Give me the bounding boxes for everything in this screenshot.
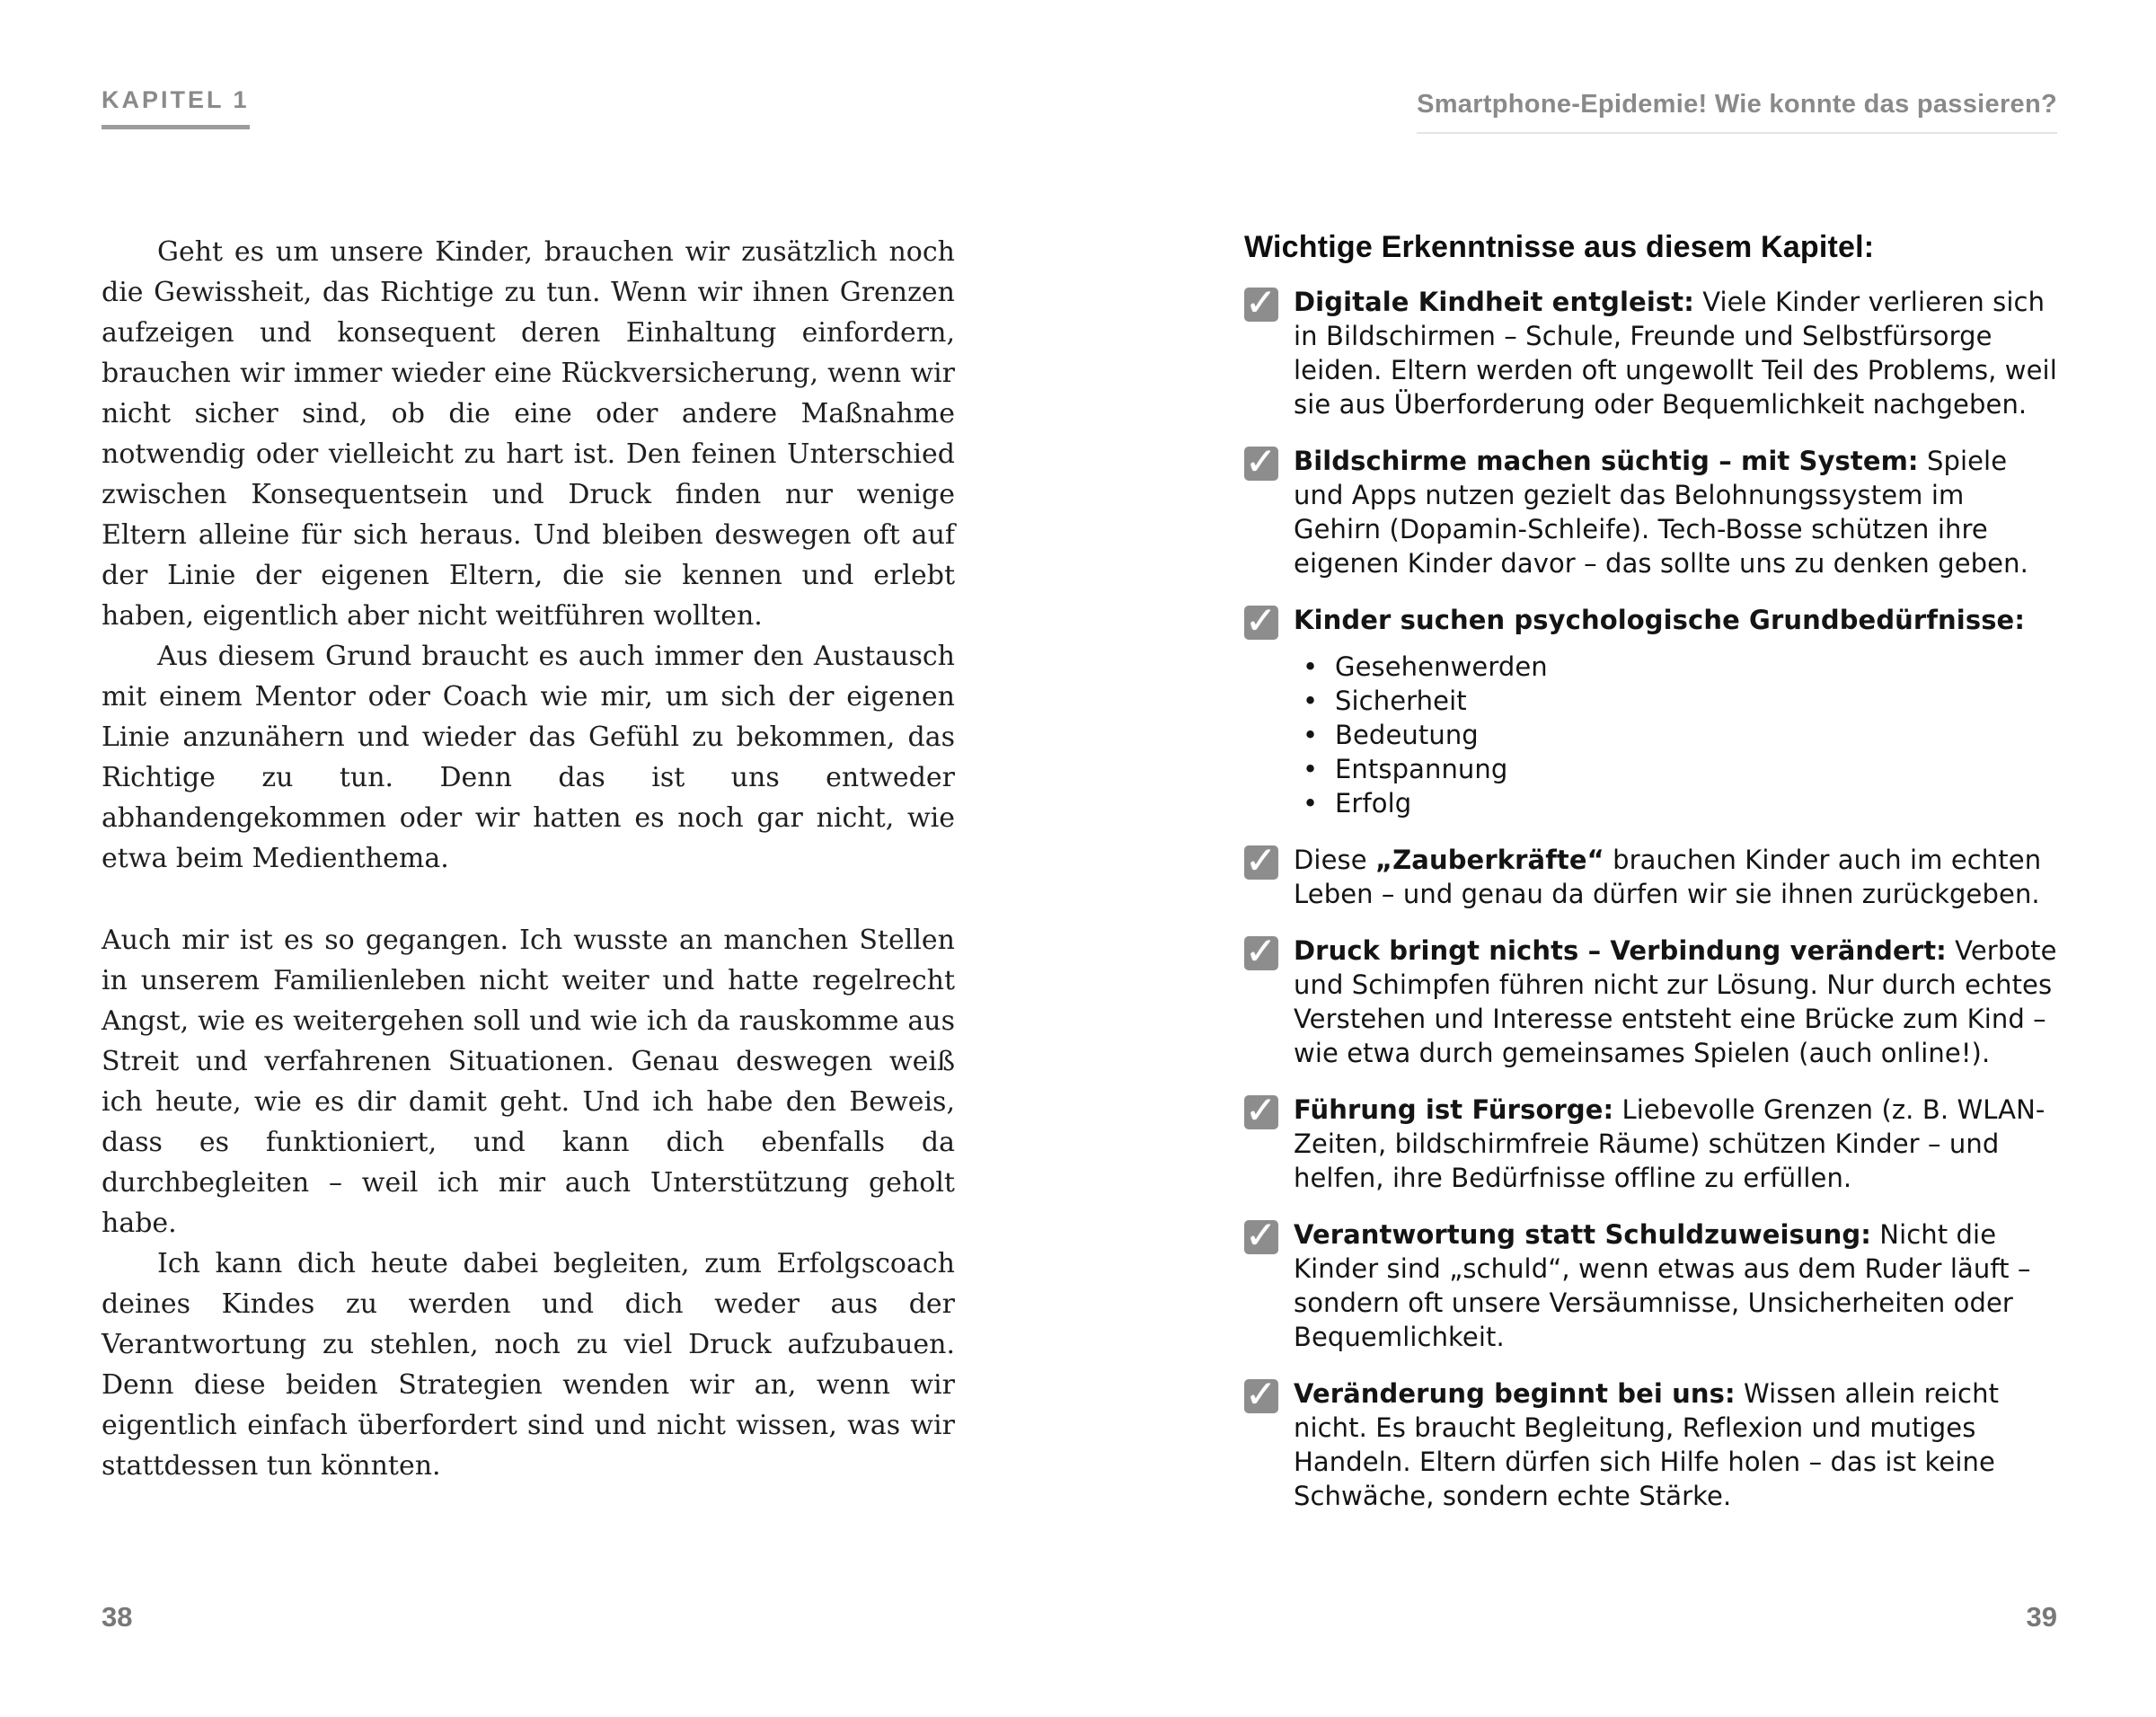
takeaway-text: Führung ist Fürsorge: Liebevolle Grenzen (z. B. WLAN-Zeiten, bildschirmfreie Räume) schützen Kinder – und helfen, ihre Bedürfnisse offline zu erfüllen. [1294,1094,2046,1193]
page-number-left: 38 [102,1601,133,1633]
takeaway-item [1244,1213,2058,1354]
takeaway-item [1244,598,2058,820]
bullet-item [1303,718,2058,752]
bullet-label: Bedeutung [1335,720,1479,750]
takeaway-item [1244,929,2058,1070]
takeaway-text: Digitale Kindheit entgleist: Viele Kinder verlieren sich in Bildschirmen – Schule, Freunde und Selbstfürsorge leiden. Eltern werden oft ungewollt Teil des Problems, weil sie aus Überforderung oder Bequemlichkeit nachgeben. [1294,287,2057,420]
checked-checkbox-icon [1244,1213,1278,1257]
bullet-icon: • [1303,754,1319,784]
needs-bullet-list [1294,650,2058,820]
body-paragraph: Auch mir ist es so gegangen. Ich wusste an manchen Stellen in unserem Familienleben nicht weiter und hatte regelrecht Angst, wie es weitergehen soll und wie ich da rauskomme aus Streit und verfahrenen Situationen. Genau deswegen weiß ich heute, wie es dir damit geht. Und ich habe den Beweis, dass es funktioniert, und kann dich ebenfalls da durchbegleiten – weil ich mir auch Unterstützung geholt habe. [102,925,955,1239]
takeaway-item [1244,1088,2058,1195]
bullet-label: Sicherheit [1335,686,1467,716]
chapter-title-running-head: Smartphone-Epidemie! Wie konnte das passieren? [1417,90,2057,134]
takeaway-text: Kinder suchen psychologische Grundbedürfnisse: • Gesehenwerden • Sicherheit • Bedeutung • Entspannung • Erfolg [1294,603,2058,820]
checkmark-icon: ✓ [1245,1213,1277,1257]
bullet-item [1303,786,2058,820]
right-page-checklist [1244,230,2058,1536]
bullet-label: Entspannung [1335,754,1508,784]
bullet-icon: • [1303,788,1319,819]
body-paragraph: Ich kann dich heute dabei begleiten, zum Erfolgscoach deines Kindes zu werden und dich weder aus der Verantwortung zu stehlen, noch zu viel Druck aufzubauen. Denn diese beiden Strategien wenden wir an, wenn wir eigentlich einfach überfordert sind und nicht wissen, was wir stattdessen tun könnten. [102,1248,955,1482]
bullet-icon: • [1303,720,1319,750]
checked-checkbox-icon [1244,280,1278,324]
checked-checkbox-icon [1244,439,1278,483]
bullet-item [1303,752,2058,786]
checked-checkbox-icon [1244,838,1278,882]
page-number-right: 39 [2026,1601,2057,1633]
takeaways-title: Wichtige Erkenntnisse aus diesem Kapitel: [1244,230,1875,264]
checked-checkbox-icon [1244,929,1278,973]
chapter-running-head: KAPITEL 1 [102,86,250,129]
takeaway-item [1244,439,2058,580]
checkmark-icon: ✓ [1245,439,1277,483]
checked-checkbox-icon [1244,1088,1278,1132]
bullet-label: Gesehenwerden [1335,651,1548,682]
takeaway-text: Diese „Zauberkräfte“ brauchen Kinder auch im echten Leben – und genau da dürfen wir sie ihnen zurückgeben. [1294,845,2042,909]
takeaway-item [1244,838,2058,911]
left-page-body-text [102,232,955,1486]
checkmark-icon: ✓ [1245,1372,1277,1416]
takeaway-text: Bildschirme machen süchtig – mit System: Spiele und Apps nutzen gezielt das Belohnungssystem im Gehirn (Dopamin-Schleife). Tech-Bosse schützen ihre eigenen Kinder davor – das sollte uns zu denken geben. [1294,446,2028,579]
takeaway-items [1244,280,2058,1513]
takeaway-item [1244,1372,2058,1513]
checkmark-icon: ✓ [1245,280,1277,324]
bullet-item [1303,684,2058,718]
body-paragraph: Aus diesem Grund braucht es auch immer den Austausch mit einem Mentor oder Coach wie mir, um sich der eigenen Linie anzunähern und wieder das Gefühl zu bekommen, das Richtige zu tun. Denn das ist uns entweder abhandengekommen oder wir hatten es noch gar nicht, wie etwa beim Medienthema. [102,641,955,874]
checkmark-icon: ✓ [1245,1088,1277,1132]
checked-checkbox-icon [1244,598,1278,642]
bullet-label: Erfolg [1335,788,1412,819]
takeaway-text: Veränderung beginnt bei uns: Wissen allein reicht nicht. Es braucht Begleitung, Reflexion und mutiges Handeln. Eltern dürfen sich Hilfe holen – das ist keine Schwäche, sondern echte Stärke. [1294,1378,2000,1511]
takeaway-text: Druck bringt nichts – Verbindung verändert: Verbote und Schimpfen führen nicht zur Lösung. Nur durch echtes Verstehen und Interesse entsteht eine Brücke zum Kind – wie etwa durch gemeinsames Spielen (auch online!). [1294,935,2057,1068]
takeaway-text: Verantwortung statt Schuldzuweisung: Nicht die Kinder sind „schuld“, wenn etwas aus dem Ruder läuft – sondern oft unsere Versäumnisse, Unsicherheiten oder Bequemlichkeit. [1294,1219,2031,1352]
bullet-icon: • [1303,651,1319,682]
checkmark-icon: ✓ [1245,838,1277,882]
checkmark-icon: ✓ [1245,598,1277,642]
checked-checkbox-icon [1244,1372,1278,1416]
body-paragraph: Geht es um unsere Kinder, brauchen wir zusätzlich noch die Gewissheit, das Richtige zu tun. Wenn wir ihnen Grenzen aufzeigen und konsequent deren Einhaltung einfordern, brauchen wir immer wieder eine Rückversicherung, wenn wir nicht sicher sind, ob die eine oder andere Maßnahme notwendig oder vielleicht zu hart ist. Den feinen Unterschied zwischen Konsequentsein und Druck finden nur wenige Eltern alleine für sich heraus. Und bleiben deswegen oft auf der Linie der eigenen Eltern, die sie kennen und erlebt haben, eigentlich aber nicht weitführen wollten. [102,236,955,632]
bullet-icon: • [1303,686,1319,716]
bullet-item [1303,650,2058,684]
takeaway-item [1244,280,2058,421]
checkmark-icon: ✓ [1245,929,1277,973]
